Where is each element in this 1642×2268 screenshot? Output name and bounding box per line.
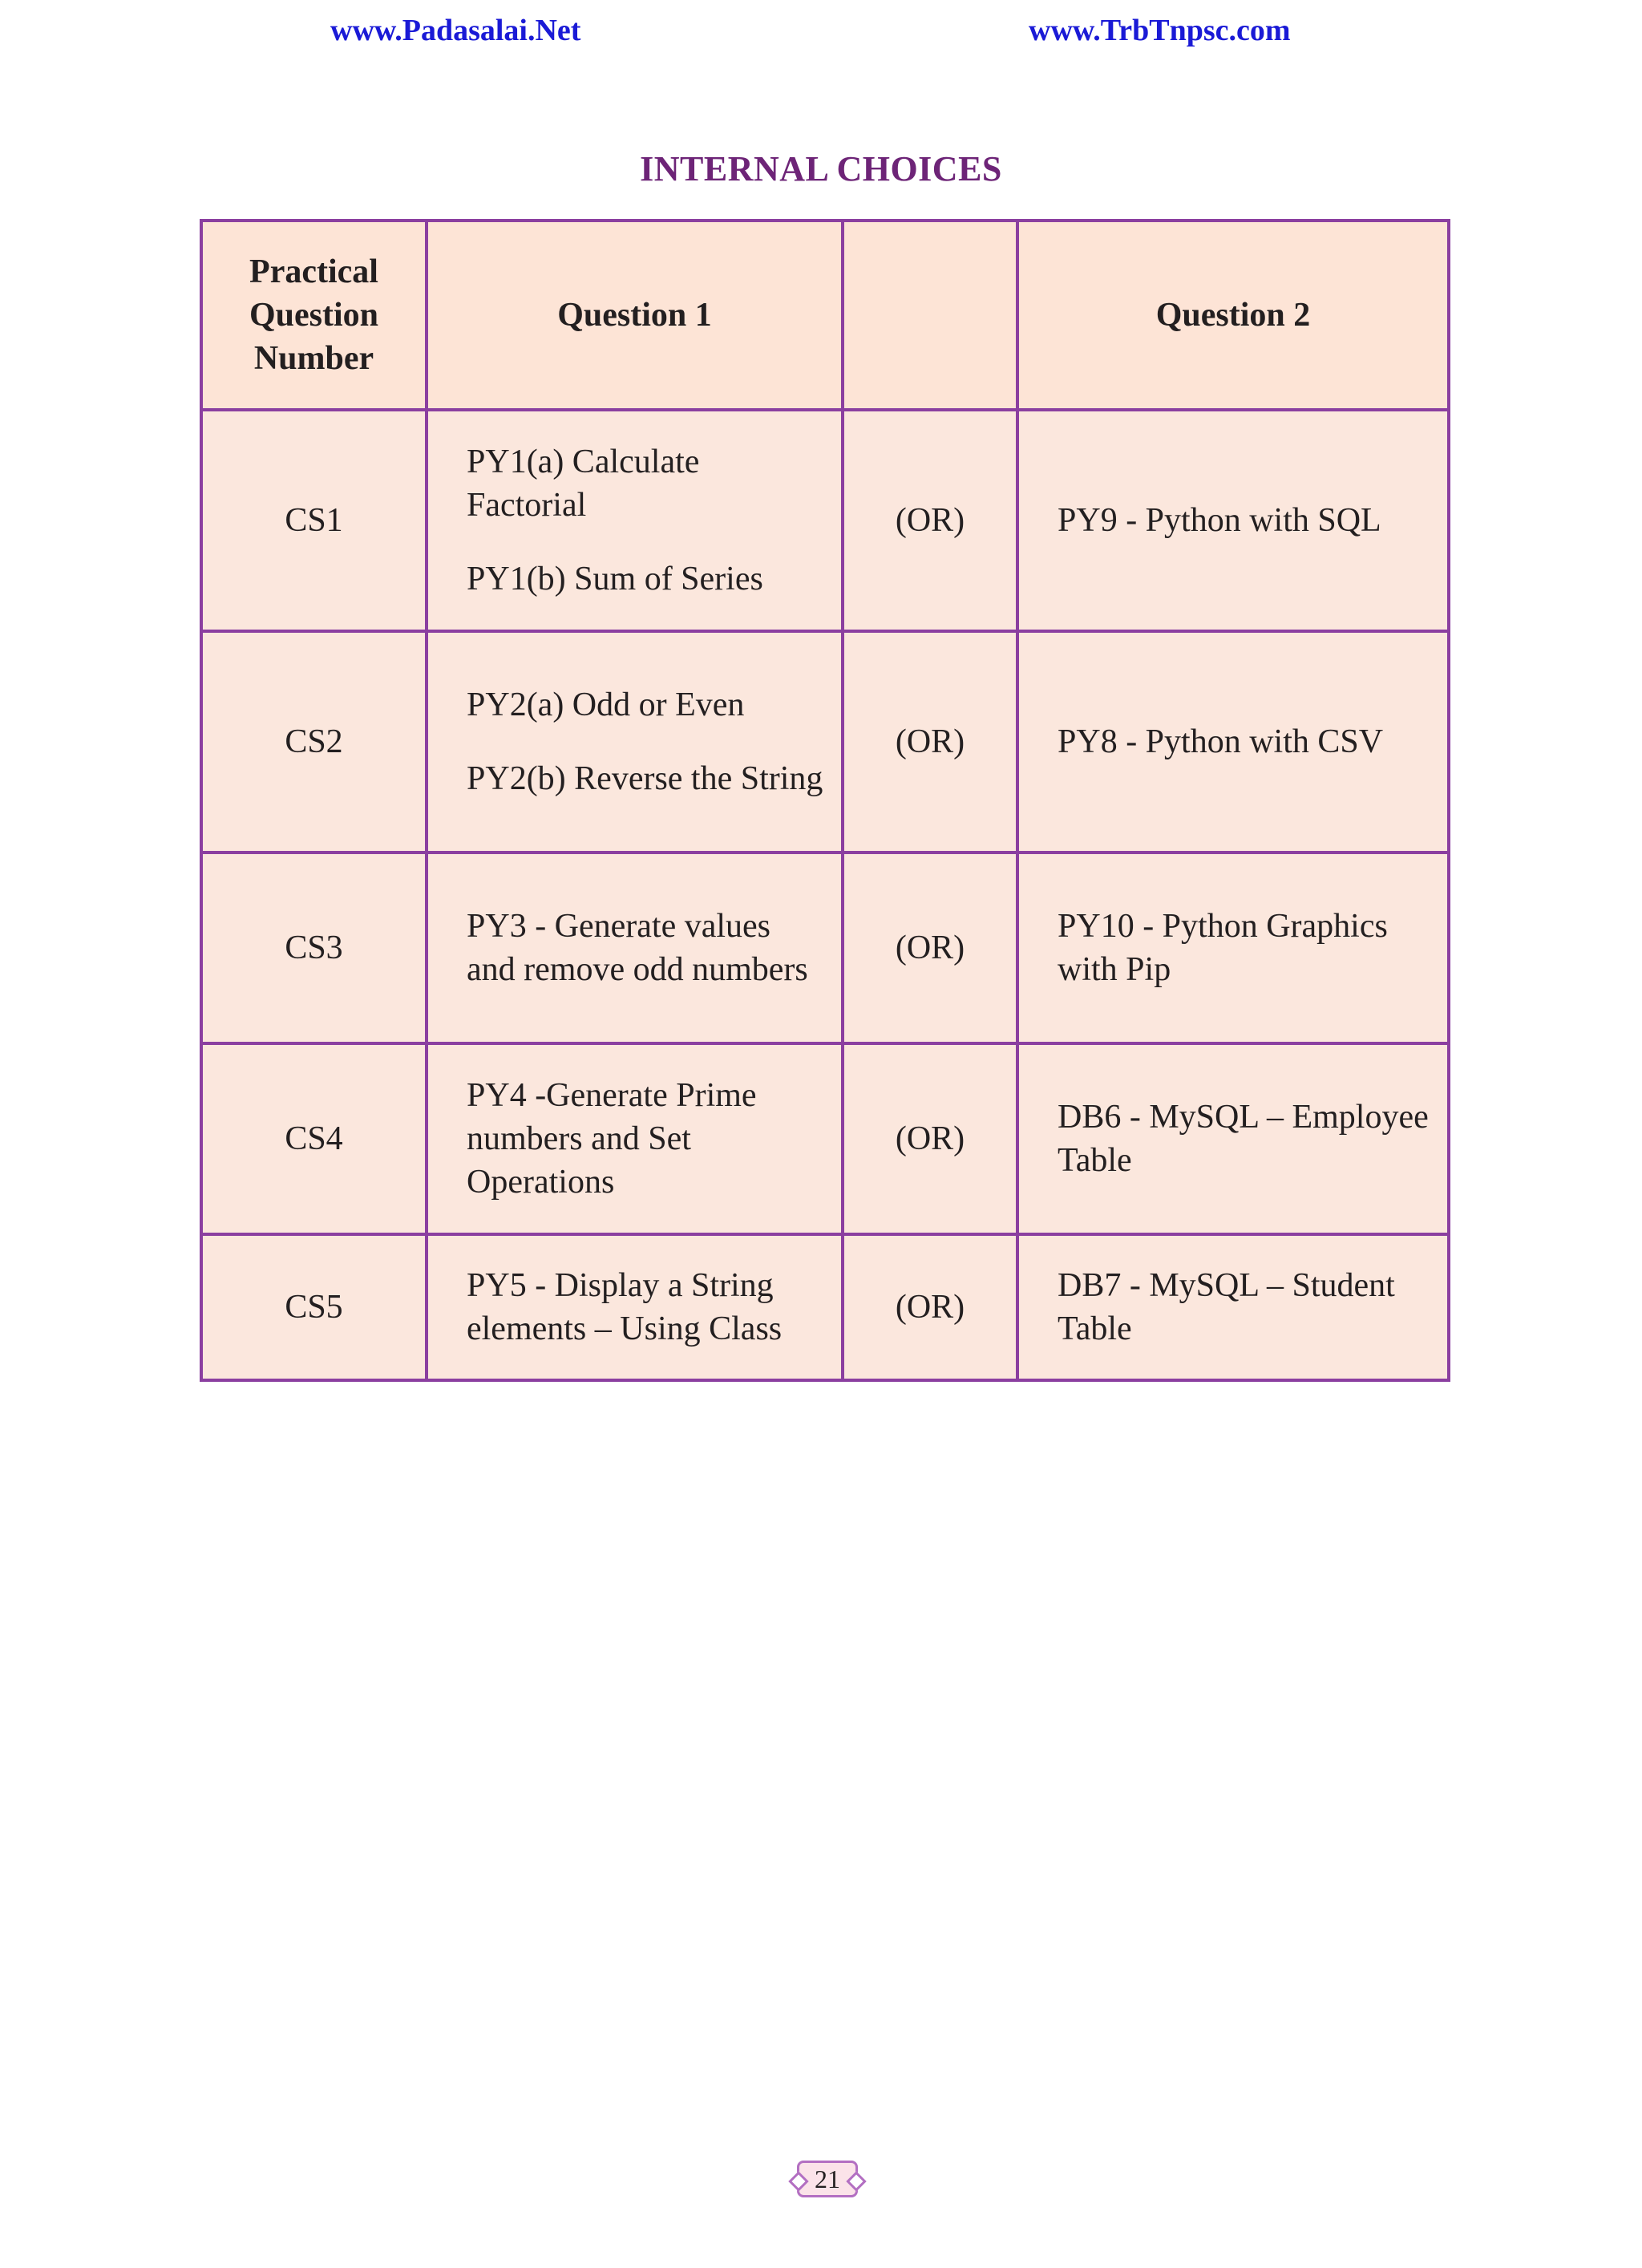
or-cell: (OR) [843,1234,1017,1380]
table-header-row [201,221,1449,410]
question-2-cell: DB7 - MySQL – Student Table [1017,1234,1449,1380]
or-cell: (OR) [843,631,1017,853]
question-1-item: PY1(b) Sum of Series [467,561,763,597]
header-question-2: Question 2 [1017,221,1449,410]
table-row [201,410,1449,631]
or-cell: (OR) [843,410,1017,631]
question-2-cell: PY8 - Python with CSV [1017,631,1449,853]
question-1-cell [427,410,843,631]
practical-number-cell: CS2 [201,631,427,853]
internal-choices-table [200,219,1450,1382]
question-2-cell: DB6 - MySQL – Employee Table [1017,1043,1449,1234]
question-1-item: PY5 - Display a String elements – Using Class [467,1267,783,1347]
page-number-badge: 21 [797,2161,858,2197]
practical-number-cell: CS5 [201,1234,427,1380]
header-or-column [843,221,1017,410]
question-1-cell [427,1234,843,1380]
question-1-cell [427,1043,843,1234]
table-row [201,1043,1449,1234]
question-1-item: PY3 - Generate values and remove odd numbers [467,908,808,988]
table-row [201,1234,1449,1380]
practical-number-cell: CS4 [201,1043,427,1234]
question-2-cell: PY9 - Python with SQL [1017,410,1449,631]
question-1-item: PY4 -Generate Prime numbers and Set Operations [467,1077,757,1201]
or-cell: (OR) [843,853,1017,1043]
trbtnpsc-link[interactable]: www.TrbTnpsc.com [1029,14,1291,47]
question-1-item: PY2(a) Odd or Even [467,686,745,723]
header-practical-question-number: Practical Question Number [201,221,427,410]
table-row [201,631,1449,853]
practical-number-cell: CS1 [201,410,427,631]
question-1-cell [427,631,843,853]
question-2-cell: PY10 - Python Graphics with Pip [1017,853,1449,1043]
padasalai-link[interactable]: www.Padasalai.Net [330,14,581,47]
or-cell: (OR) [843,1043,1017,1234]
table-row [201,853,1449,1043]
question-1-cell [427,853,843,1043]
header-question-1: Question 1 [427,221,843,410]
page-title: INTERNAL CHOICES [640,149,1002,188]
question-1-item: PY1(a) Calculate Factorial [467,443,700,524]
question-1-item: PY2(b) Reverse the String [467,760,823,797]
practical-number-cell: CS3 [201,853,427,1043]
